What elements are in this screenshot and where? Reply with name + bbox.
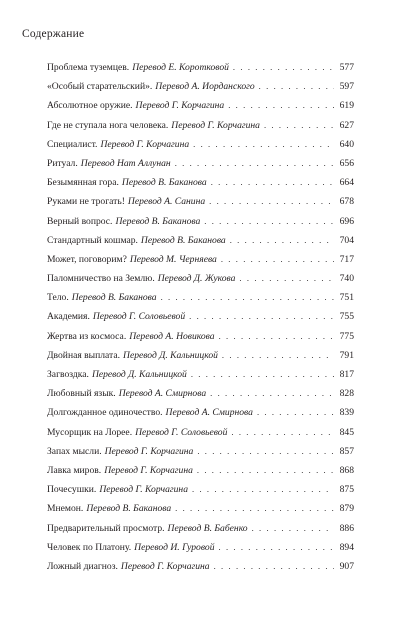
toc-entry-page-number: 640 xyxy=(339,138,354,150)
dot-leader xyxy=(210,384,334,403)
toc-entry-credit: Перевод Д. Жукова xyxy=(157,273,236,285)
toc-entry-page-number: 817 xyxy=(339,369,354,380)
toc-entry-credit: Перевод Г. Корчагина xyxy=(99,484,188,496)
toc-entry-credit: Перевод Д. Кальницкой xyxy=(91,369,187,380)
dot-leader xyxy=(197,461,334,480)
toc-entry-title: Человек по Платону. xyxy=(47,541,132,553)
toc-entry xyxy=(47,499,354,518)
dot-leader xyxy=(175,499,334,518)
toc-entry-title: Тело. xyxy=(47,292,69,304)
dot-leader xyxy=(264,116,334,135)
dot-leader xyxy=(221,250,334,269)
toc-entry-credit: Перевод В. Баканова xyxy=(140,234,226,246)
toc-entry xyxy=(47,538,354,557)
dot-leader xyxy=(222,346,334,365)
toc-entry xyxy=(47,250,354,269)
toc-entry xyxy=(47,423,354,442)
dot-leader xyxy=(204,212,334,231)
toc-entry-page-number: 696 xyxy=(339,215,354,227)
toc-entry-title: Запах мысли. xyxy=(47,445,102,457)
toc-entry-title: Где не ступала нога человека. xyxy=(47,119,169,131)
toc-entry-credit: Перевод Г. Корчагина xyxy=(171,119,260,131)
toc-entry xyxy=(47,58,354,77)
toc-entry-page-number: 577 xyxy=(339,62,354,73)
toc-entry-title: Загвоздка. xyxy=(47,369,89,380)
toc-entry xyxy=(47,269,354,288)
toc-entry-credit: Перевод В. Баканова xyxy=(71,292,157,304)
toc-entry xyxy=(47,384,354,403)
toc-entry-title: Долгожданное одиночество. xyxy=(47,407,163,419)
toc-entry-title: Проблема туземцев. xyxy=(47,62,130,73)
toc-entry-credit: Перевод А. Иорданского xyxy=(155,81,255,93)
toc-entry-credit: Перевод Г. Корчагина xyxy=(104,445,194,457)
toc-entry-title: Руками не трогать! xyxy=(47,196,125,208)
toc-entry-credit: Перевод А. Смирнова xyxy=(165,407,253,419)
toc-entry xyxy=(47,346,354,365)
toc-entry-title: Двойная выплата. xyxy=(47,349,121,361)
toc-entry-page-number: 627 xyxy=(339,119,354,131)
toc-entry-page-number: 656 xyxy=(339,157,354,169)
toc-entry-title: Верный вопрос. xyxy=(47,215,113,227)
dot-leader xyxy=(219,538,335,557)
dot-leader xyxy=(192,480,334,499)
toc-entry-credit: Перевод В. Бабенко xyxy=(167,522,248,534)
dot-leader xyxy=(189,307,334,326)
dot-leader xyxy=(209,192,334,211)
toc-entry-page-number: 755 xyxy=(339,311,354,323)
toc-entry-title: Мнемон. xyxy=(47,503,84,515)
toc-entry-credit: Перевод А. Новикова xyxy=(129,330,215,342)
toc-entry xyxy=(47,442,354,461)
toc-entry-page-number: 597 xyxy=(339,81,354,93)
toc-entry-page-number: 775 xyxy=(339,330,354,342)
toc-entry-page-number: 879 xyxy=(339,503,354,515)
toc-entry-title: Безымянная гора. xyxy=(47,177,119,189)
table-of-contents xyxy=(47,58,354,576)
dot-leader xyxy=(257,403,334,422)
dot-leader xyxy=(175,154,334,173)
toc-entry-credit: Перевод Г. Корчагина xyxy=(120,560,210,572)
toc-entry-credit: Перевод И. Гуровой xyxy=(134,541,215,553)
toc-entry-credit: Перевод Г. Корчагина xyxy=(104,464,193,476)
toc-entry-credit: Перевод В. Баканова xyxy=(121,177,207,189)
toc-entry-page-number: 907 xyxy=(339,560,354,572)
dot-leader xyxy=(219,327,334,346)
toc-entry xyxy=(47,480,354,499)
dot-leader xyxy=(231,423,334,442)
toc-entry xyxy=(47,327,354,346)
toc-entry-title: Предварительный просмотр. xyxy=(47,522,165,534)
toc-entry xyxy=(47,403,354,422)
toc-entry xyxy=(47,231,354,250)
toc-entry-credit: Перевод Нат Аллунан xyxy=(80,157,171,169)
toc-entry xyxy=(47,557,354,576)
toc-entry-credit: Перевод Д. Кальницкой xyxy=(123,349,218,361)
dot-leader xyxy=(239,269,334,288)
toc-entry-page-number: 740 xyxy=(339,273,354,285)
toc-entry-title: Ложный диагноз. xyxy=(47,560,118,572)
toc-entry-title: Может, поговорим? xyxy=(47,253,127,265)
dot-leader xyxy=(230,231,334,250)
toc-entry-title: Стандартный кошмар. xyxy=(47,234,138,246)
toc-entry-credit: Перевод Г. Соловьевой xyxy=(92,311,186,323)
toc-entry xyxy=(47,192,354,211)
toc-entry-title: Паломничество на Землю. xyxy=(47,273,155,285)
toc-entry-credit: Перевод А. Смирнова xyxy=(118,388,207,400)
toc-entry-page-number: 857 xyxy=(339,445,354,457)
toc-entry-title: Мусорщик на Лорее. xyxy=(47,426,133,438)
toc-entry xyxy=(47,288,354,307)
toc-entry xyxy=(47,461,354,480)
toc-entry-page-number: 664 xyxy=(339,177,354,189)
dot-leader xyxy=(228,96,334,115)
toc-entry xyxy=(47,96,354,115)
toc-entry-credit: Перевод М. Черняева xyxy=(129,253,217,265)
toc-entry xyxy=(47,154,354,173)
toc-entry-page-number: 619 xyxy=(339,100,354,112)
toc-entry xyxy=(47,519,354,538)
toc-entry xyxy=(47,173,354,192)
toc-entry xyxy=(47,77,354,96)
toc-entry xyxy=(47,116,354,135)
toc-entry-credit: Перевод Е. Коротковой xyxy=(132,62,229,73)
toc-entry-title: Ритуал. xyxy=(47,157,78,169)
toc-entry-credit: Перевод Г. Соловьевой xyxy=(135,426,228,438)
toc-entry-page-number: 845 xyxy=(339,426,354,438)
toc-entry-title: «Особый старательский». xyxy=(47,81,153,93)
toc-entry-title: Почесушки. xyxy=(47,484,97,496)
toc-entry-title: Жертва из космоса. xyxy=(47,330,127,342)
toc-entry-page-number: 886 xyxy=(339,522,354,534)
toc-entry-page-number: 751 xyxy=(339,292,354,304)
page-title: Содержание xyxy=(22,28,85,40)
dot-leader xyxy=(259,77,334,96)
dot-leader xyxy=(214,557,334,576)
dot-leader xyxy=(211,173,334,192)
toc-entry-page-number: 894 xyxy=(339,541,354,553)
dot-leader xyxy=(161,288,334,307)
toc-entry-page-number: 875 xyxy=(339,484,354,496)
toc-entry-credit: Перевод В. Баканова xyxy=(86,503,172,515)
toc-entry-title: Лавка миров. xyxy=(47,464,102,476)
toc-entry-title: Абсолютное оружие. xyxy=(47,100,133,112)
dot-leader xyxy=(193,135,334,154)
dot-leader xyxy=(252,519,334,538)
toc-entry xyxy=(47,307,354,326)
toc-entry-page-number: 839 xyxy=(339,407,354,419)
toc-entry xyxy=(47,135,354,154)
toc-entry-page-number: 717 xyxy=(339,253,354,265)
dot-leader xyxy=(233,58,334,77)
toc-entry-page-number: 791 xyxy=(339,349,354,361)
dot-leader xyxy=(191,365,334,384)
toc-entry-title: Специалист. xyxy=(47,138,98,150)
toc-entry-title: Любовный язык. xyxy=(47,388,116,400)
toc-entry xyxy=(47,212,354,231)
toc-entry-title: Академия. xyxy=(47,311,90,323)
toc-entry xyxy=(47,365,354,384)
toc-entry-credit: Перевод В. Баканова xyxy=(115,215,201,227)
toc-entry-credit: Перевод Г. Корчагина xyxy=(135,100,225,112)
dot-leader xyxy=(197,442,334,461)
toc-entry-credit: Перевод А. Санина xyxy=(127,196,206,208)
toc-entry-page-number: 678 xyxy=(339,196,354,208)
toc-entry-page-number: 868 xyxy=(339,464,354,476)
toc-entry-page-number: 704 xyxy=(339,234,354,246)
toc-entry-page-number: 828 xyxy=(339,388,354,400)
toc-entry-credit: Перевод Г. Корчагина xyxy=(100,138,190,150)
